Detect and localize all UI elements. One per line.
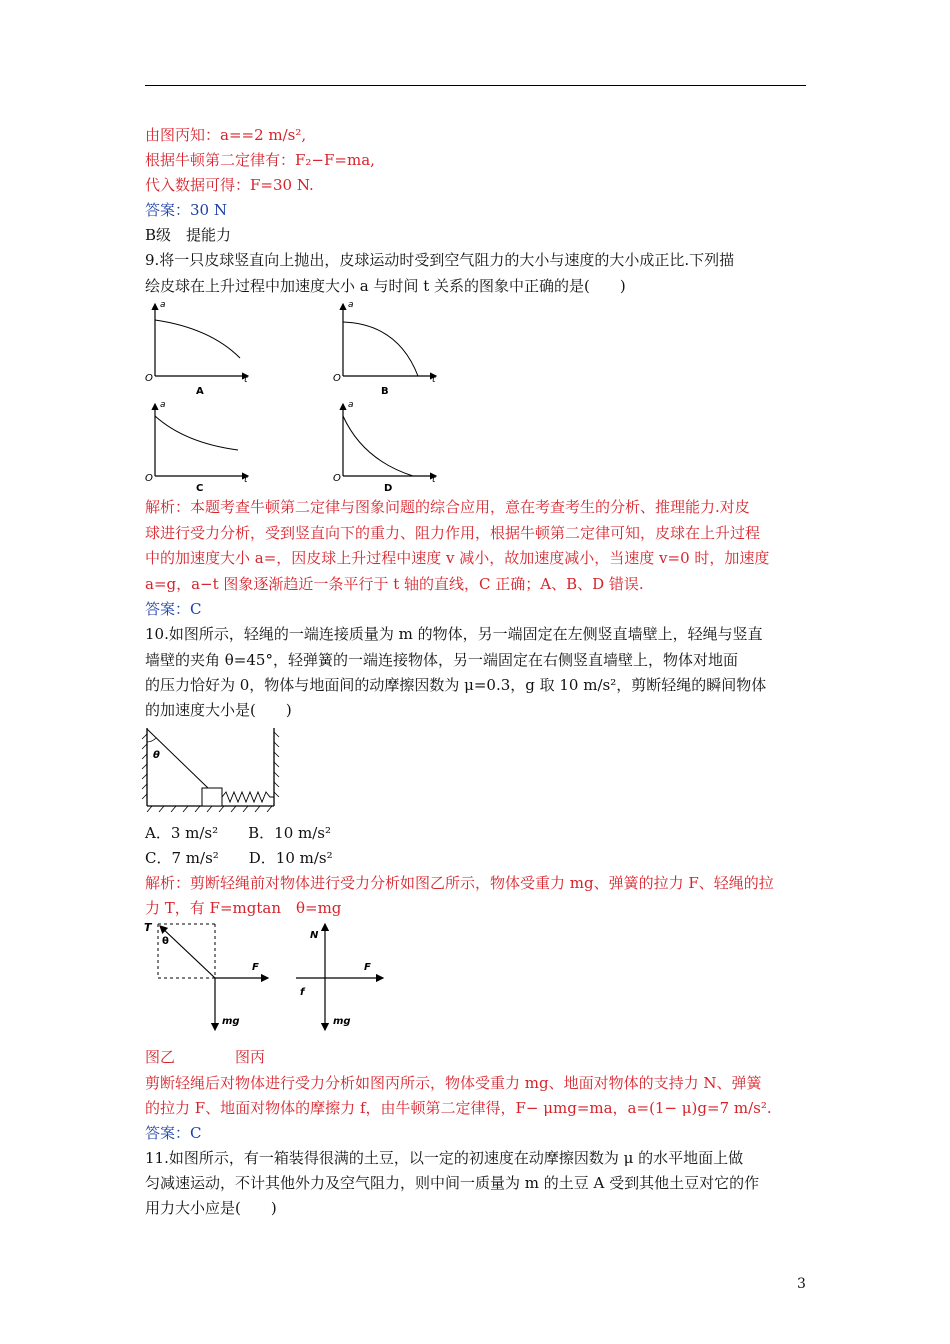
force-label-t: T — [144, 921, 152, 934]
question-9: 绘皮球在上升过程中加速度大小 a 与时间 t 关系的图象中正确的是( ) — [145, 277, 626, 295]
option-line: C．7 m/s² D．10 m/s² — [145, 849, 333, 867]
force-label-f: F — [252, 962, 259, 973]
origin-label: O — [145, 473, 153, 484]
question-11: 匀减速运动，不计其他外力及空气阻力，则中间一质量为 m 的土豆 A 受到其他土豆对它的作 — [145, 1174, 760, 1192]
solution-line: 的拉力 F、地面对物体的摩擦力 f，由牛顿第二定律得，F− μmg=ma，a=(1− μ)g=7 m/s². — [145, 1099, 772, 1117]
header-rule — [145, 85, 806, 86]
solution-line: 解析：剪断轻绳前对物体进行受力分析如图乙所示，物体受重力 mg、弹簧的拉力 F、轻绳的拉 — [145, 874, 774, 892]
graph-d — [333, 400, 436, 493]
option-label: B — [381, 386, 389, 397]
graph-c — [145, 400, 248, 493]
text-line: 代入数据可得：F=30 N. — [145, 176, 314, 194]
solution-line: 球进行受力分析，受到竖直向下的重力、阻力作用，根据牛顿第二定律可知，皮球在上升过程 — [145, 524, 761, 542]
answer-line: 答案：C — [145, 600, 202, 618]
solution-line: 力 T，有 F=mgtan θ=mg — [145, 899, 342, 917]
force-diagrams — [140, 918, 400, 1040]
question-10: 墙壁的夹角 θ=45°，轻弹簧的一端连接物体，另一端固定在右侧竖直墙壁上，物体对地面 — [145, 651, 738, 669]
option-label: A — [196, 386, 204, 397]
force-label-mg: mg — [222, 1016, 240, 1027]
force-label-mg: mg — [333, 1016, 351, 1027]
answer-line: 答案：C — [145, 1124, 202, 1142]
axis-label: a — [160, 400, 166, 410]
option-line: A．3 m/s² B．10 m/s² — [145, 824, 331, 842]
axis-label: a — [348, 400, 354, 410]
fbd-yi — [144, 921, 268, 1030]
force-label-f: F — [364, 962, 371, 973]
option-label: C — [196, 483, 204, 493]
q10-figure — [140, 726, 290, 816]
origin-label: O — [333, 373, 341, 384]
page-number: 3 — [797, 1276, 806, 1292]
origin-label: O — [145, 373, 153, 384]
answer-line: 答案：30 N — [145, 201, 227, 219]
fbd-bing — [296, 924, 383, 1030]
graph-b — [333, 300, 436, 397]
solution-line: a=g，a−t 图象逐渐趋近一条平行于 t 轴的直线，C 正确；A、B、D 错误. — [145, 575, 644, 593]
solution-line: 解析：本题考查牛顿第二定律与图象问题的综合应用，意在考查考生的分析、推理能力.对皮 — [145, 498, 750, 516]
question-11: 11.如图所示，有一箱装得很满的土豆，以一定的初速度在动摩擦因数为 μ 的水平地面上做 — [145, 1149, 744, 1167]
force-label-n: N — [310, 930, 319, 941]
text-line: 根据牛顿第二定律有：F₂−F=ma, — [145, 151, 375, 169]
angle-label: θ — [153, 750, 160, 761]
question-10: 的加速度大小是( ) — [145, 701, 292, 719]
solution-line: 中的加速度大小 a=，因皮球上升过程中速度 v 减小，故加速度减小，当速度 v=0 时，加速度 — [145, 549, 770, 567]
axis-label: t — [432, 475, 436, 485]
axis-label: a — [348, 300, 354, 310]
solution-line: 剪断轻绳后对物体进行受力分析如图丙所示，物体受重力 mg、地面对物体的支持力 N、弹簧 — [145, 1074, 762, 1092]
axis-label: t — [244, 375, 248, 385]
force-label-friction: f — [300, 987, 305, 998]
axis-label: t — [432, 375, 436, 385]
origin-label: O — [333, 473, 341, 484]
question-11: 用力大小应是( ) — [145, 1199, 277, 1217]
axis-label: a — [160, 300, 166, 310]
option-label: D — [384, 483, 393, 493]
text-line: 由图丙知：a==2 m/s², — [145, 126, 307, 144]
section-heading: B级 提能力 — [145, 226, 232, 244]
axis-label: t — [244, 475, 248, 485]
figure-captions: 图乙 图丙 — [145, 1048, 266, 1066]
angle-label: θ — [162, 936, 169, 947]
question-10: 的压力恰好为 0，物体与地面间的动摩擦因数为 μ=0.3，g 取 10 m/s²，剪断轻绳的瞬间物体 — [145, 676, 767, 694]
question-10: 10.如图所示，轻绳的一端连接质量为 m 的物体，另一端固定在左侧竖直墙壁上，轻绳与竖直 — [145, 625, 763, 643]
graph-a — [145, 300, 248, 397]
question-9: 9.将一只皮球竖直向上抛出，皮球运动时受到空气阻力的大小与速度的大小成正比.下列描 — [145, 251, 735, 269]
q9-graphs — [140, 298, 460, 493]
